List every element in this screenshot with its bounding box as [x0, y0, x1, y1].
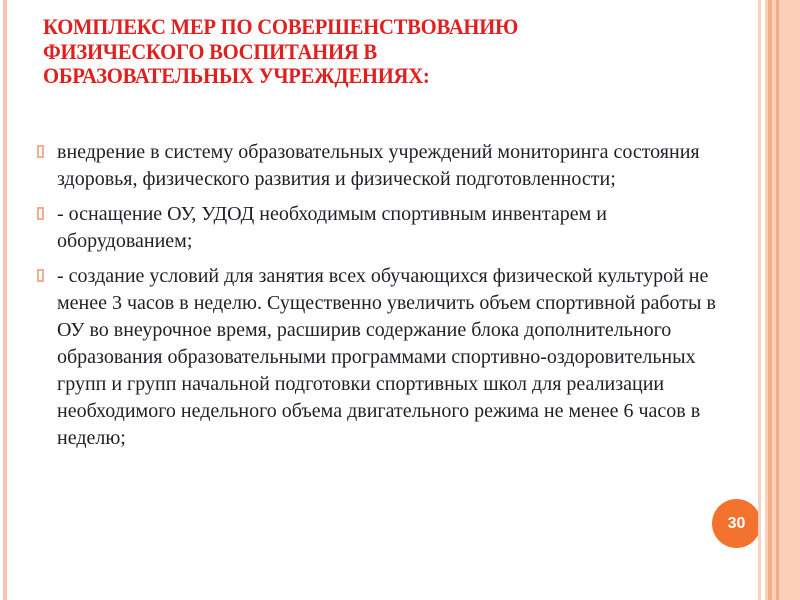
right-edge-dark-line	[776, 0, 779, 600]
bullet-list	[37, 139, 729, 460]
square-bullet-icon	[37, 145, 44, 158]
bullet-text: внедрение в систему образовательных учреждений мониторинга состояния здоровья, физического развития и физической подготовленности;	[57, 141, 700, 190]
right-edge-dark-line	[768, 0, 772, 600]
bullet-text: - создание условий для занятия всех обучающихся физической культурой не менее 3 часов в неделю. Существенно увеличить объем спортивной работы в ОУ во внеурочное время, расширив содержание блока дополнительного образования образовательными программами спортивно-оздоровительных групп и групп начальной подготовки спортивных школ для реализации необходимого недельного объема двигательного режима не менее 6 часов в неделю;	[57, 265, 716, 449]
bullet-item	[37, 263, 729, 452]
title-line: ФИЗИЧЕСКОГО ВОСПИТАНИЯ В	[43, 38, 377, 64]
right-edge-thin-stripe	[758, 0, 761, 600]
right-edge-stripe-band	[765, 0, 800, 600]
slide-title	[43, 15, 559, 89]
bullet-text: - оснащение ОУ, УДОД необходимым спортивным инвентарем и оборудованием;	[57, 203, 607, 252]
bullet-item	[37, 139, 729, 193]
bullet-item	[37, 201, 729, 255]
square-bullet-icon	[37, 269, 44, 282]
title-line: КОМПЛЕКС МЕР ПО СОВЕРШЕНСТВОВАНИЮ	[43, 14, 519, 39]
page-number: 30	[727, 514, 746, 532]
square-bullet-icon	[37, 207, 44, 220]
page-number-badge	[712, 499, 761, 548]
title-line: ОБРАЗОВАТЕЛЬНЫХ УЧРЕЖДЕНИЯХ:	[43, 63, 430, 88]
left-edge-stripe	[3, 0, 7, 600]
